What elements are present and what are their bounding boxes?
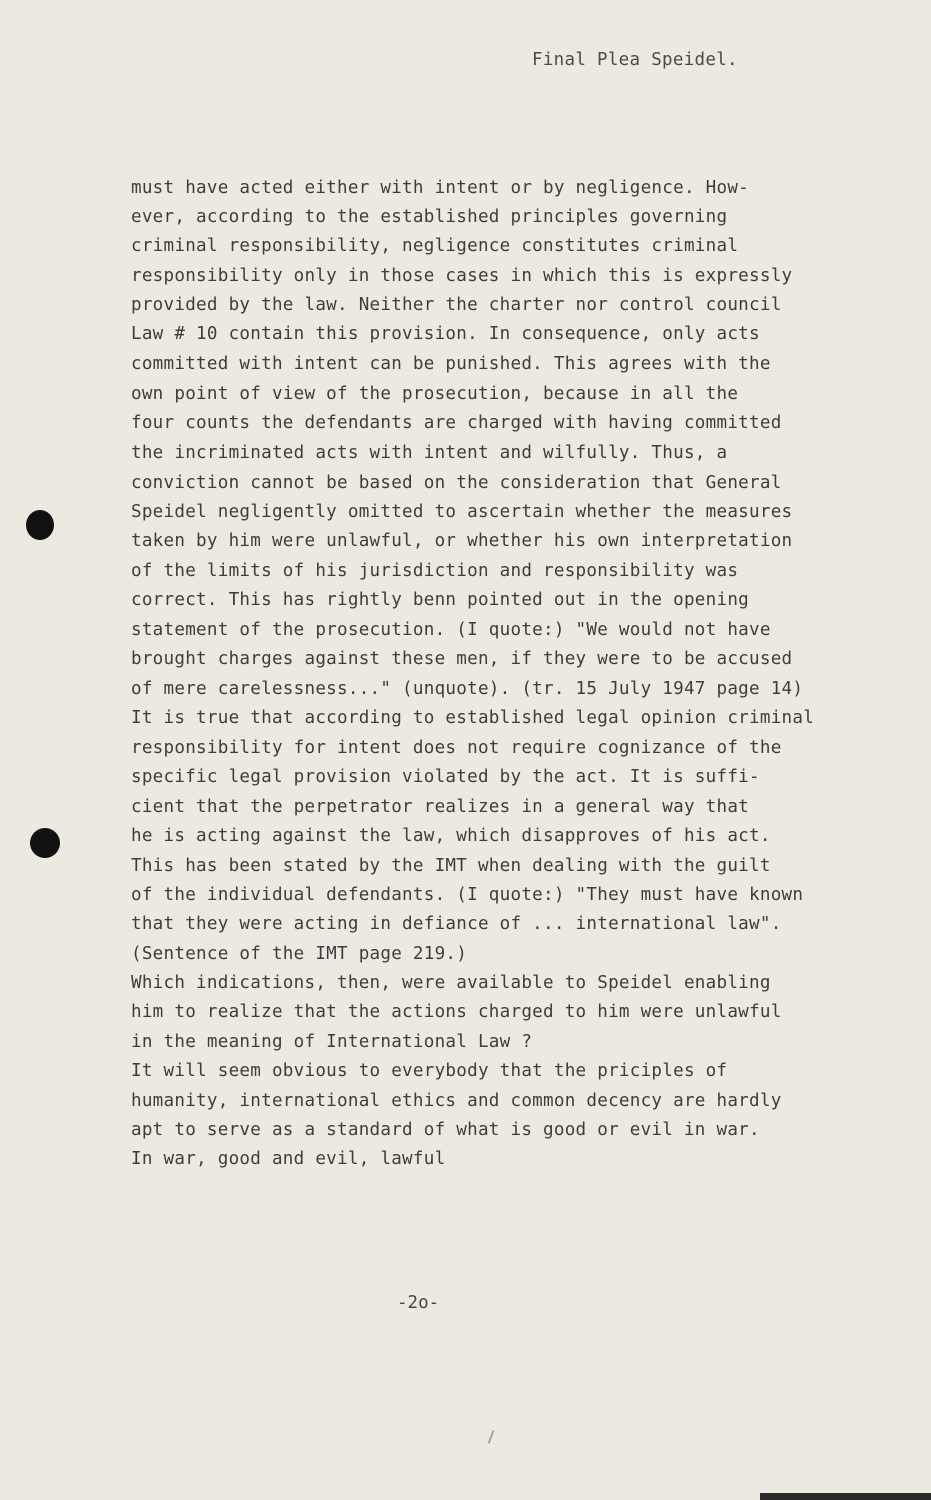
text-line: correct. This has rightly benn pointed out in the opening	[131, 590, 750, 610]
text-line: statement of the prosecution. (I quote:) "We would not have	[131, 620, 771, 640]
text-line: brought charges against these men, if they were to be accused	[131, 649, 793, 669]
text-line: must have acted either with intent or by negligence. How-	[131, 178, 750, 198]
text-line: It will seem obvious to everybody that the priciples of	[131, 1061, 728, 1081]
scan-edge	[760, 1493, 931, 1500]
text-line: cient that the perpetrator realizes in a general way that	[131, 797, 750, 817]
punch-hole-upper	[26, 510, 54, 540]
text-line: responsibility only in those cases in which this is expressly	[131, 266, 793, 286]
text-line: conviction cannot be based on the consideration that General	[131, 473, 782, 493]
text-line: he is acting against the law, which disapproves of his act.	[131, 826, 771, 846]
text-line: specific legal provision violated by the act. It is suffi-	[131, 767, 760, 787]
text-line: responsibility for intent does not require cognizance of the	[131, 738, 782, 758]
text-line: criminal responsibility, negligence constitutes criminal	[131, 236, 739, 256]
text-line: committed with intent can be punished. This agrees with the	[131, 354, 771, 374]
text-line: of the individual defendants. (I quote:) "They must have known	[131, 885, 804, 905]
text-line: of mere carelessness..." (unquote). (tr. 15 July 1947 page 14)	[131, 679, 804, 699]
document-header: Final Plea Speidel.	[532, 50, 738, 70]
text-line: It is true that according to established legal opinion criminal	[131, 708, 815, 728]
text-line: (Sentence of the IMT page 219.)	[131, 944, 468, 964]
text-line: taken by him were unlawful, or whether his own interpretation	[131, 531, 793, 551]
text-line: humanity, international ethics and common decency are hardly	[131, 1091, 782, 1111]
text-line: four counts the defendants are charged with having committed	[131, 413, 782, 433]
text-line: Which indications, then, were available to Speidel enabling	[131, 973, 771, 993]
text-line: In war, good and evil, lawful	[131, 1149, 446, 1169]
text-line: him to realize that the actions charged to him were unlawful	[131, 1002, 782, 1022]
paper-mark	[488, 1430, 495, 1444]
text-line: own point of view of the prosecution, because in all the	[131, 384, 739, 404]
text-line: that they were acting in defiance of ... international law".	[131, 914, 782, 934]
text-line: This has been stated by the IMT when dealing with the guilt	[131, 856, 771, 876]
text-line: Speidel negligently omitted to ascertain whether the measures	[131, 502, 793, 522]
text-line: provided by the law. Neither the charter nor control council	[131, 295, 782, 315]
text-line: in the meaning of International Law ?	[131, 1032, 533, 1052]
text-line: the incriminated acts with intent and wilfully. Thus, a	[131, 443, 728, 463]
punch-hole-lower	[30, 828, 60, 858]
page-number: -2o-	[397, 1293, 440, 1313]
text-line: apt to serve as a standard of what is good or evil in war.	[131, 1120, 760, 1140]
text-line: Law # 10 contain this provision. In consequence, only acts	[131, 324, 760, 344]
text-line: of the limits of his jurisdiction and responsibility was	[131, 561, 739, 581]
text-line: ever, according to the established principles governing	[131, 207, 728, 227]
